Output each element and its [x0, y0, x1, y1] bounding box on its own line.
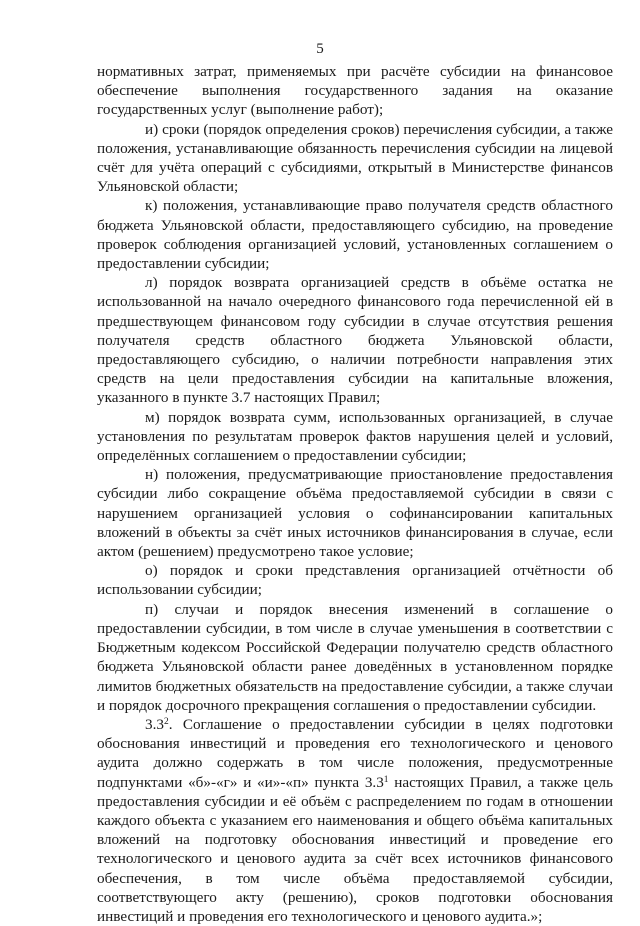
paragraph-item-k: к) положения, устанавливающие право получателя средств областного бюджета Ульяновской области, предоставляющего субсидию, на проведение проверок соблюдения организацией условий, установленных соглашением о предоставлении субсидии;: [97, 197, 613, 273]
document-body: [97, 62, 613, 926]
point-number: 3.3: [145, 715, 164, 733]
paragraph-item-i: и) сроки (порядок определения сроков) перечисления субсидии, а также положения, устанавливающие обязанность перечисления субсидии на лицевой счёт для учёта операций с субсидиями, открытый в Министерстве финансов Ульяновской области;: [97, 120, 613, 196]
paragraph-point-3-3-2: [97, 715, 613, 926]
paragraph-normative-costs: нормативных затрат, применяемых при расчёте субсидии на финансовое обеспечение выполнения государственного задания на оказание государственных услуг (выполнение работ);: [97, 63, 613, 119]
point-text-after-reference: настоящих Правил, а также цель предоставления субсидии и её объём с распределением по годам в отношении каждого объекта с указанием его наименования и общего объёма капитальных вложений на подготовку обоснования инвестиций и проведение его технологического и ценового аудита за счёт всех источников финансового обеспечения, в том числе объёма предоставляемой субсидии, соответствующего акту (решению), сроков подготовки обоснования инвестиций и проведения его технологического и ценового аудита.»;: [97, 773, 613, 925]
page-number: 5: [316, 41, 324, 57]
reference-number: 3.3: [364, 773, 384, 791]
point-superscript: 2: [163, 716, 169, 727]
paragraph-item-p: п) случаи и порядок внесения изменений в соглашение о предоставлении субсидии, в том числе в случае уменьшения в соответствии с Бюджетным кодексом Российской Федерации получателю средств областного бюджета Ульяновской области ранее доведённых в установленном порядке лимитов бюджетных обязательств на предоставление субсидии, а также случаи и порядок досрочного прекращения соглашения о предоставлении субсидии.: [97, 600, 613, 714]
point-text-before-reference: . Соглашение о предоставлении субсидии в целях подготовки обоснования инвестиций и проведения его технологического и ценового аудита должно содержать в том числе положения, предусмотренные подпунктами «б»-«г» и «и»-«п» пункта: [97, 715, 613, 791]
reference-superscript: 1: [383, 774, 389, 785]
paragraph-item-o: о) порядок и сроки представления организацией отчётности об использовании субсидии;: [97, 562, 613, 599]
paragraph-item-l: л) порядок возврата организацией средств в объёме остатка не использованной на начало очередного финансового года перечисленной ей в предшествующем финансовом году субсидии в случае отсутствия решения получателя средств областного бюджета Ульяновской области, предоставляющего субсидию, о наличии потребности направления этих средств на цели предоставления субсидии на капитальные вложения, указанного в пункте 3.7 настоящих Правил;: [97, 274, 613, 407]
paragraph-item-n: н) положения, предусматривающие приостановление предоставления субсидии либо сокращение объёма предоставляемой субсидии в связи с нарушением организацией условия о софинансировании капитальных вложений в объекты за счёт иных источников финансирования в случае, если актом (решением) предусмотрено такое условие;: [97, 466, 613, 561]
paragraph-item-m: м) порядок возврата сумм, использованных организацией, в случае установления по результатам проверок фактов нарушения целей и условий, определённых соглашением о предоставлении субсидии;: [97, 408, 613, 465]
